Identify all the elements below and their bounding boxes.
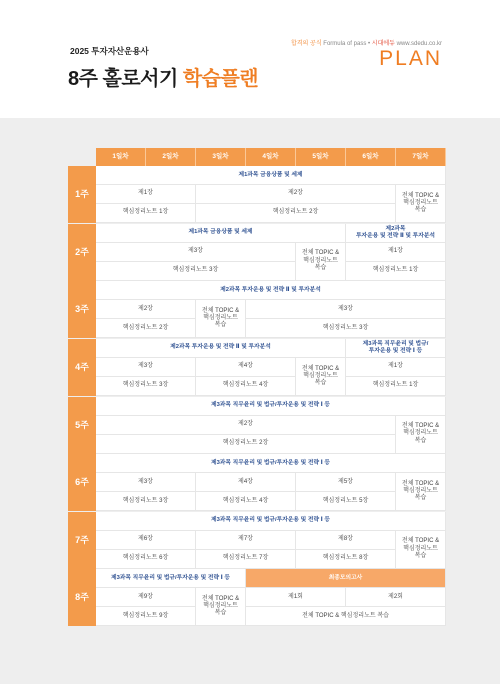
day-header: 3일차 [196, 148, 246, 166]
day-header: 7일차 [396, 148, 446, 166]
page-title [68, 62, 258, 91]
chapter-cell: 제1장 [96, 185, 196, 204]
mock-exam-cell: 제2회 [346, 588, 446, 607]
review-cell: 전체 TOPIC & 핵심정리노트 복습 [396, 416, 446, 454]
subject-header: 제2과목 투자운용 및 전략 Ⅱ 및 투자분석 [96, 281, 446, 300]
subject-header: 제3과목 직무윤리 및 법규/투자운용 및 전략 Ⅰ 등 [96, 454, 446, 473]
chapter-cell: 제4장 [196, 473, 296, 492]
note-cell: 핵심정리노트 5장 [296, 492, 396, 511]
note-cell: 핵심정리노트 8장 [296, 550, 396, 569]
note-cell: 핵심정리노트 6장 [96, 550, 196, 569]
note-cell: 핵심정리노트 7장 [196, 550, 296, 569]
exam-subtitle: 2025 투자자산운용사 [70, 46, 149, 56]
brand-tagline [291, 38, 442, 47]
day-header: 1일차 [96, 148, 146, 166]
chapter-cell: 제5장 [296, 473, 396, 492]
chapter-cell: 제9장 [96, 588, 196, 607]
chapter-cell: 제1장 [346, 358, 446, 377]
note-cell: 핵심정리노트 2장 [96, 435, 396, 454]
day-header: 2일차 [146, 148, 196, 166]
note-cell: 핵심정리노트 4장 [196, 377, 296, 396]
chapter-cell: 제6장 [96, 531, 196, 550]
tagline-mid: Formula of pass [323, 41, 367, 47]
review-cell: 전체 TOPIC & 핵심정리노트 복습 [396, 185, 446, 223]
note-cell: 핵심정리노트 3장 [96, 377, 196, 396]
chapter-cell: 제2장 [196, 185, 396, 204]
week-label: 4주 [68, 339, 96, 396]
week-label: 6주 [68, 454, 96, 511]
subject-header: 제2과목 투자운용 및 전략 Ⅱ 및 투자분석 [346, 224, 446, 243]
page-header [0, 0, 500, 118]
subject-header: 제2과목 투자운용 및 전략 Ⅱ 및 투자분석 [96, 339, 346, 358]
review-cell: 전체 TOPIC & 핵심정리노트 복습 [296, 243, 346, 281]
note-cell: 핵심정리노트 3장 [246, 319, 446, 338]
note-cell: 핵심정리노트 1장 [96, 204, 196, 223]
tagline-left: 합격의 공식 [290, 41, 322, 47]
chapter-cell: 제4장 [196, 358, 296, 377]
chapter-cell: 제3장 [96, 473, 196, 492]
note-cell: 핵심정리노트 4장 [196, 492, 296, 511]
subject-header: 제1과목 금융상품 및 세제 [96, 224, 346, 243]
note-cell: 핵심정리노트 3장 [96, 262, 296, 281]
title-accent: 학습플랜 [182, 68, 259, 90]
week-label: 1주 [68, 166, 96, 223]
subject-header: 제3과목 직무윤리 및 법규/투자운용 및 전략 Ⅰ 등 [96, 569, 246, 588]
note-cell: 핵심정리노트 3장 [96, 492, 196, 511]
subject-header: 제1과목 금융상품 및 세제 [96, 166, 446, 185]
tagline-brand: 시대에듀 [371, 41, 395, 47]
note-cell: 핵심정리노트 2장 [196, 204, 396, 223]
subject-header: 제3과목 직무윤리 및 법규/투자운용 및 전략 Ⅰ 등 [96, 397, 446, 416]
note-cell: 전체 TOPIC & 핵심정리노트 복습 [246, 607, 446, 626]
review-cell: 전체 TOPIC & 핵심정리노트 복습 [396, 473, 446, 511]
note-cell: 핵심정리노트 1장 [346, 377, 446, 396]
day-header: 6일차 [346, 148, 396, 166]
week-label: 7주 [68, 512, 96, 569]
chapter-cell: 제3장 [96, 358, 196, 377]
chapter-cell: 제2장 [96, 416, 396, 435]
title-main: 8주 홀로서기 [68, 68, 178, 90]
plan-word: PLAN [379, 47, 442, 70]
chapter-cell: 제8장 [296, 531, 396, 550]
chapter-cell: 제3장 [96, 243, 296, 262]
review-cell: 전체 TOPIC & 핵심정리노트 복습 [396, 531, 446, 569]
week-label: 5주 [68, 397, 96, 454]
review-cell: 전체 TOPIC & 핵심정리노트 복습 [296, 358, 346, 396]
study-plan-table [68, 148, 446, 627]
chapter-cell: 제1장 [346, 243, 446, 262]
chapter-cell: 제3장 [246, 300, 446, 319]
note-cell: 핵심정리노트 9장 [96, 607, 196, 626]
table-corner [68, 148, 96, 166]
week-label: 8주 [68, 569, 96, 626]
note-cell: 핵심정리노트 2장 [96, 319, 196, 338]
subject-header: 제3과목 직무윤리 및 법규/ 투자운용 및 전략 Ⅰ 등 [346, 339, 446, 358]
week-label: 3주 [68, 281, 96, 338]
note-cell: 핵심정리노트 1장 [346, 262, 446, 281]
review-cell: 전체 TOPIC & 핵심정리노트 복습 [196, 300, 246, 338]
review-cell: 전체 TOPIC & 핵심정리노트 복습 [196, 588, 246, 626]
tagline-bullet: • [368, 41, 371, 47]
day-header: 4일차 [246, 148, 296, 166]
week-gap [68, 626, 446, 627]
tagline-url: www.sdedu.co.kr [396, 41, 442, 47]
mock-exam-cell: 제1회 [246, 588, 346, 607]
mock-exam-header: 최종모의고사 [246, 569, 446, 588]
subject-header: 제3과목 직무윤리 및 법규/투자운용 및 전략 Ⅰ 등 [96, 512, 446, 531]
day-header: 5일차 [296, 148, 346, 166]
week-label: 2주 [68, 224, 96, 281]
chapter-cell: 제7장 [196, 531, 296, 550]
chapter-cell: 제2장 [96, 300, 196, 319]
